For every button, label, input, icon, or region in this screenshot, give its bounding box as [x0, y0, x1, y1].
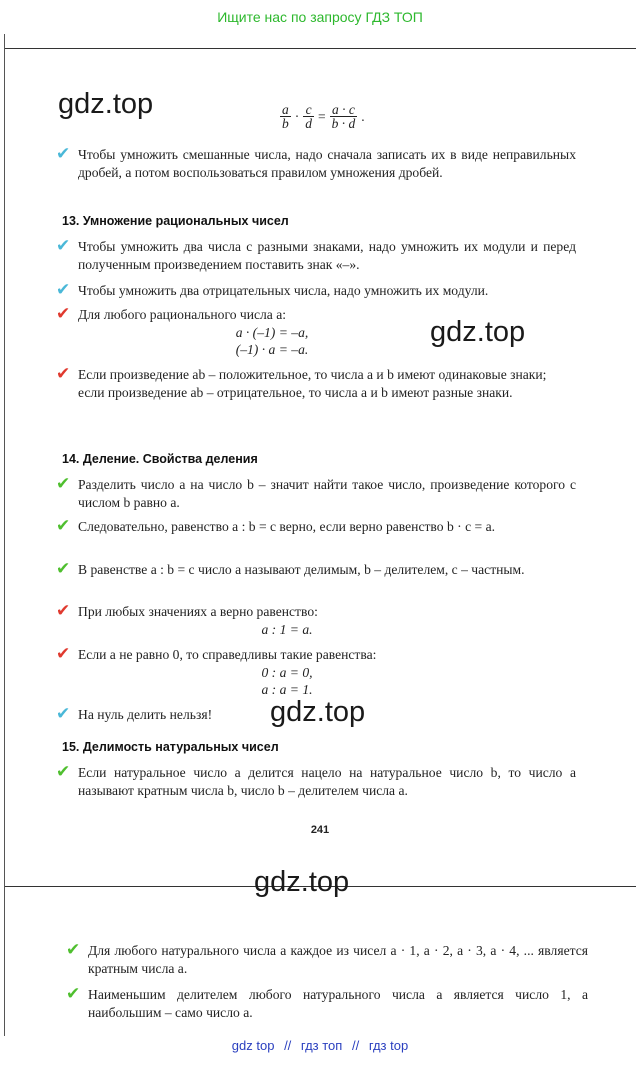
rule-item [56, 144, 576, 182]
check-icon: ✔ [56, 762, 71, 782]
watermark: gdz.top [270, 696, 366, 728]
rule-text: Наименьшим делителем любого натурального числа a является число 1, а наибольшим – само число a. [88, 987, 588, 1020]
rule-item [56, 304, 576, 358]
watermark: gdz.top [58, 88, 154, 120]
page-border-left-bottom [4, 886, 5, 1036]
fraction-multiplication-formula [278, 103, 367, 130]
page-border-left-top [4, 34, 5, 48]
check-icon: ✔ [66, 940, 81, 960]
operator: = [318, 108, 326, 124]
fraction-result [330, 103, 358, 130]
rule-item [66, 984, 588, 1022]
rule-item [56, 474, 576, 512]
rule-item [56, 644, 576, 698]
denominator: b [282, 116, 289, 131]
page-number: 241 [310, 824, 330, 836]
rule-item [56, 762, 576, 800]
check-icon: ✔ [56, 704, 71, 724]
check-icon: ✔ [56, 280, 71, 300]
rule-text: Следовательно, равенство a : b = c верно, если верно равенство b · c = a. [78, 519, 495, 534]
check-icon: ✔ [56, 236, 71, 256]
check-icon: ✔ [56, 474, 71, 494]
rule-text: Если a не равно 0, то справедливы такие равенства: [78, 647, 377, 662]
check-icon: ✔ [56, 364, 71, 384]
rule-text: Для любого рационального числа a: [78, 307, 287, 322]
operator: · [294, 108, 300, 124]
check-icon: ✔ [56, 304, 71, 324]
rule-item [56, 559, 576, 579]
rule-text: Для любого натурального числа a каждое из чисел a · 1, a · 2, a · 3, a · 4, ... является кратным числа a. [88, 943, 588, 976]
rule-item [56, 516, 576, 536]
rule-text: В равенстве a : b = c число a называют делимым, b – делителем, c – частным. [78, 562, 525, 577]
check-icon: ✔ [56, 644, 71, 664]
rule-text: При любых значениях a верно равенство: [78, 604, 318, 619]
rule-text: Чтобы умножить два числа с разными знаками, надо умножить их модули и перед полученным произведением поставить знак «–». [78, 239, 576, 272]
formula-line: 0 : a = 0, [261, 665, 313, 680]
watermark: gdz.top [254, 866, 350, 898]
section-heading-15: 15. Делимость натуральных чисел [62, 740, 279, 754]
check-icon: ✔ [56, 559, 71, 579]
rule-item [56, 280, 576, 300]
bottom-banner [0, 1038, 640, 1060]
rule-text: Если натуральное число a делится нацело на натуральное число b, то число a называют кратным числа b, число b – делителем числа a. [78, 765, 576, 798]
operator: . [361, 108, 365, 124]
rule-text: Чтобы умножить два отрицательных числа, надо умножить их модули. [78, 283, 489, 298]
denominator: d [305, 116, 312, 131]
bottom-link-gdz-top-ru[interactable]: гдз топ [300, 1038, 343, 1053]
rule-item [66, 940, 588, 978]
bottom-link-gdz-top[interactable]: gdz top [231, 1038, 275, 1053]
watermark: gdz.top [430, 316, 526, 348]
rule-item [56, 236, 576, 274]
check-icon: ✔ [56, 516, 71, 536]
check-icon: ✔ [56, 601, 71, 621]
rule-text: если произведение ab – отрицательное, то числа a и b имеют разные знаки. [78, 385, 513, 400]
check-icon: ✔ [56, 144, 71, 164]
page-border-left [4, 48, 5, 886]
formula-line: a : 1 = a. [261, 622, 313, 637]
rule-text: Если произведение ab – положительное, то числа a и b имеют одинаковые знаки; [78, 367, 547, 382]
rule-text: Разделить число a на число b – значит найти такое число, произведение которого с числом b равно a. [78, 477, 576, 510]
top-banner[interactable]: Ищите нас по запросу ГДЗ ТОП [217, 9, 423, 25]
bottom-separator: // [284, 1038, 292, 1053]
page-border-top [4, 48, 636, 49]
formula-line: (–1) · a = –a. [235, 342, 309, 357]
section-heading-13: 13. Умножение рациональных чисел [62, 214, 289, 228]
rule-item [56, 601, 576, 638]
rule-text: На нуль делить нельзя! [78, 707, 213, 722]
check-icon: ✔ [66, 984, 81, 1004]
numerator: c [303, 103, 314, 117]
section-heading-14: 14. Деление. Свойства деления [62, 452, 258, 466]
bottom-link-gdz-top-mixed[interactable]: гдз top [368, 1038, 409, 1053]
rule-item [56, 364, 576, 402]
rule-item [56, 704, 576, 724]
numerator: a [282, 102, 289, 117]
bottom-separator: // [351, 1038, 360, 1053]
fraction-a-b [280, 103, 291, 130]
fraction-c-d [303, 103, 314, 130]
numerator: a · c [330, 103, 358, 117]
rule-text: Чтобы умножить смешанные числа, надо сначала записать их в виде неправильных дробей, а потом воспользоваться правилом умножения дробей. [78, 147, 576, 180]
formula-line: a : a = 1. [261, 682, 313, 697]
formula-line: a · (–1) = –a, [235, 325, 309, 340]
denominator: b · d [331, 116, 356, 131]
